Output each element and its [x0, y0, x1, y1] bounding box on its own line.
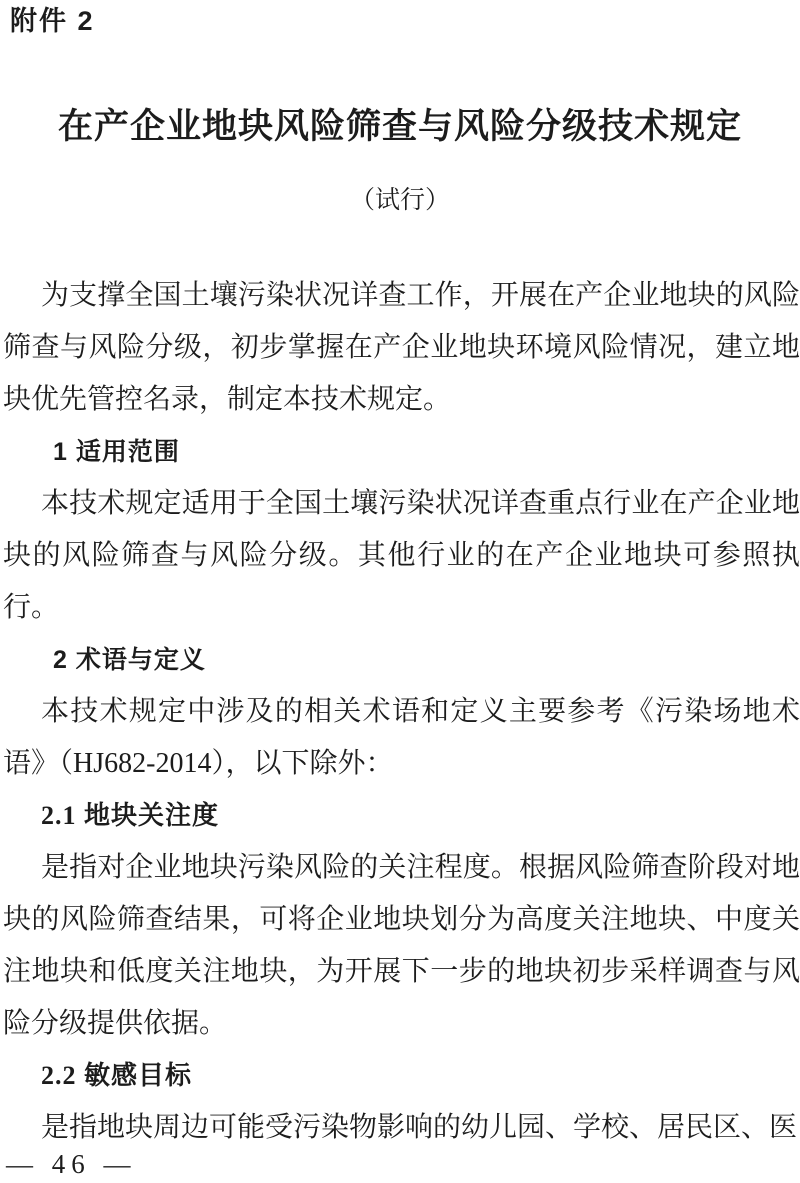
section-heading-sensitive-targets: 2.2 敏感目标 — [41, 1061, 193, 1090]
document-subtitle: （试行） — [349, 187, 450, 214]
section-paragraph-terms: 本技术规定中涉及的相关术语和定义主要参考《污染场地术语》（HJ682-2014），以下除外： — [3, 696, 800, 779]
section-paragraph-sensitive-targets: 是指地块周边可能受污染物影响的幼儿园、学校、居民区、医 — [41, 1112, 798, 1143]
section-heading-plot-attention: 2.1 地块关注度 — [41, 801, 220, 830]
intro-paragraph: 为支撑全国土壤污染状况详查工作，开展在产企业地块的风险筛查与风险分级，初步掌握在产企业地块环境风险情况，建立地块优先管控名录，制定本技术规定。 — [3, 280, 800, 415]
document-title: 在产企业地块风险筛查与风险分级技术规定 — [57, 107, 742, 146]
section-paragraph-plot-attention: 是指对企业地块污染风险的关注程度。根据风险筛查阶段对地块的风险筛查结果，可将企业地块划分为高度关注地块、中度关注地块和低度关注地块，为开展下一步的地块初步采样调查与风险分级提供依据。 — [3, 852, 800, 1039]
attachment-label: 附件 2 — [10, 6, 95, 36]
page-number: — 46 — — [6, 1149, 137, 1179]
document-body — [0, 270, 800, 1154]
section-paragraph-scope: 本技术规定适用于全国土壤污染状况详查重点行业在产企业地块的风险筛查与风险分级。其他行业的在产企业地块可参照执行。 — [3, 488, 800, 623]
section-heading-scope: 1 适用范围 — [53, 438, 180, 466]
section-heading-terms: 2 术语与定义 — [53, 646, 206, 674]
